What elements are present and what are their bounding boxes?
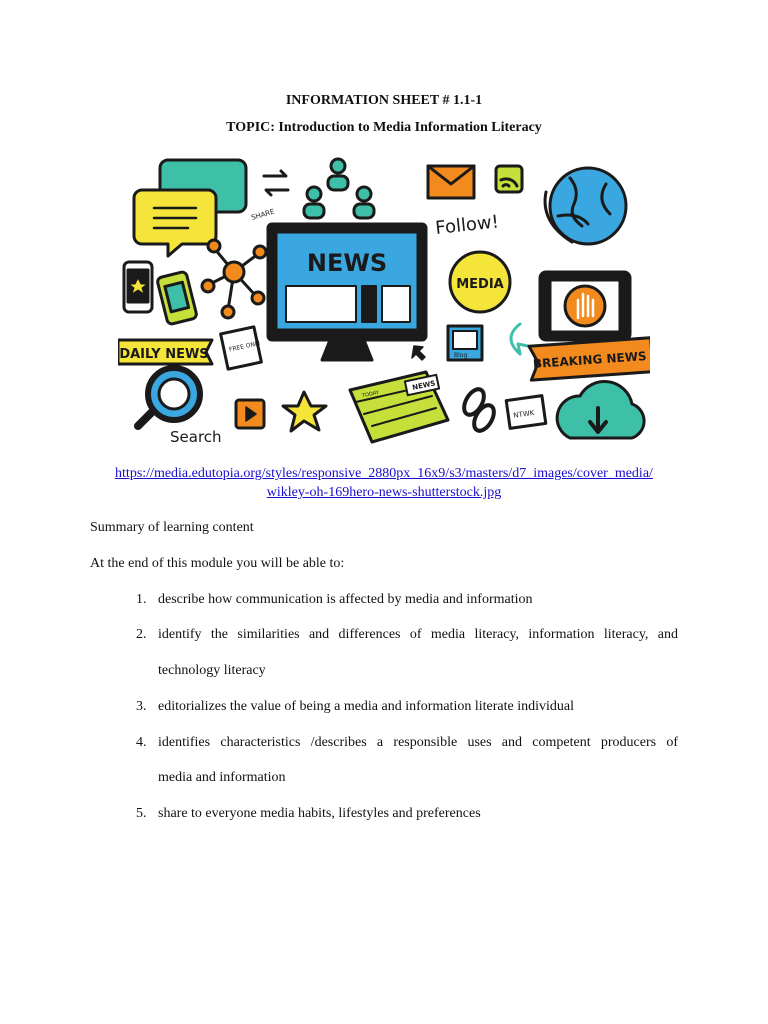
objective-number: 5. — [136, 806, 147, 821]
newspaper-news-label: NEWS — [411, 379, 437, 392]
exchange-arrows-icon — [264, 171, 288, 195]
objective-text: editorializes the value of being a media and information literate individual — [158, 699, 574, 714]
objective-continuation: technology literacy — [158, 663, 266, 678]
refresh-arrow-icon — [511, 324, 528, 354]
media-literacy-illustration — [118, 146, 650, 452]
objective-text: describe how communication is affected by media and information — [158, 592, 533, 607]
star-icon — [283, 392, 326, 431]
tablet-icon — [157, 271, 198, 325]
objective-number: 4. — [136, 735, 147, 750]
objective-number: 3. — [136, 699, 147, 714]
objective-continuation: media and information — [158, 770, 286, 785]
objective-text: identifies characteristics /describes a responsible uses and competent producers of — [158, 735, 678, 750]
today-label: TODAY — [361, 389, 380, 400]
chain-link-icon — [460, 386, 498, 434]
wifi-signal-icon — [496, 166, 522, 192]
people-network-icon — [304, 159, 374, 218]
objective-number: 2. — [136, 627, 147, 642]
globe-icon — [545, 168, 626, 244]
network-nodes-icon — [202, 240, 266, 318]
search-label: Search — [170, 428, 222, 446]
network-label: NTWK — [512, 408, 535, 420]
free-online-label: FREE ONLI — [228, 340, 261, 354]
news-monitor-icon — [268, 224, 426, 360]
source-link-line-1[interactable]: https://media.edutopia.org/styles/responsive_2880px_16x9/s3/masters/d7_images/cover_media/ — [115, 466, 653, 481]
cloud-download-icon — [557, 381, 644, 438]
intro-text: At the end of this module you will be able to: — [90, 556, 345, 571]
objective-text: share to everyone media habits, lifestyles and preferences — [158, 806, 481, 821]
magnifying-glass-icon — [138, 368, 200, 426]
cursor-arrow-icon — [412, 346, 425, 360]
objective-text: identify the similarities and differences of media literacy, information literacy, and — [158, 627, 678, 642]
source-link-line-2[interactable]: wikley-oh-169hero-news-shutterstock.jpg — [266, 485, 502, 500]
daily-news-label: DAILY NEWS — [119, 347, 209, 362]
objective-number: 1. — [136, 592, 147, 607]
media-label: MEDIA — [456, 277, 504, 292]
tablet-hand-icon — [540, 272, 630, 340]
blog-label: Blog — [454, 352, 468, 359]
speech-bubble-yellow-icon — [134, 190, 216, 256]
play-button-icon — [236, 400, 264, 428]
sheet-title: INFORMATION SHEET # 1.1-1 — [285, 93, 483, 108]
breaking-news-label: BREAKING NEWS — [532, 349, 647, 371]
follow-label: Follow! — [434, 211, 500, 239]
summary-heading: Summary of learning content — [90, 520, 254, 535]
news-label: NEWS — [306, 249, 388, 277]
share-label: SHARE — [250, 207, 276, 222]
topic-title: TOPIC: Introduction to Media Information Literacy — [226, 120, 542, 135]
envelope-icon — [428, 166, 474, 198]
smartphone-icon — [124, 262, 152, 312]
